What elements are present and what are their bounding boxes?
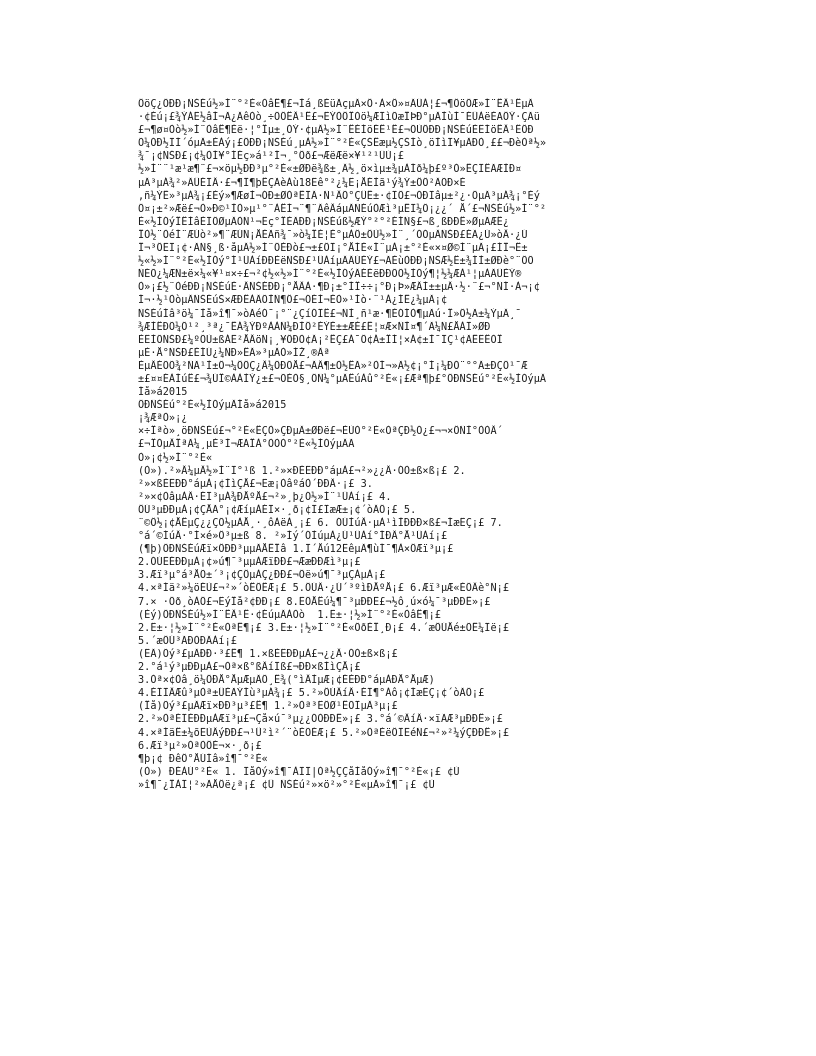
text-line: ²»×¢ÒâµÀÂ·ÉÏ³µÁ¾ÐÅºÅ£¬²»¸þ¿Ó½»Í¨¹ÜÀí¡£ 4.	[138, 491, 392, 503]
text-line: µÄ³µÁ¾²»ÄÜÉÏÂ·£¬¶Ï¶þÊÇÃèÁù18Ëê°²¿¼Ë¡ÅÉÌã¹ý¾Ý±ÔÖ²ÄÕÐ×È	[138, 177, 466, 189]
text-line: Ò»¡¢½»Í¨°²È«	[138, 452, 213, 464]
text-line: ½»Í¨¨¹æ¹æ¶¨£¬×öµ½ÐÐ³µ°²È«±ØÐë¾ß±¸Ä½¸ö×ìµ±¾µÀÍð¼þ£º³Ò»ÊÇÏÊÃÆÌÐ¤	[138, 164, 522, 176]
text-line: ÎÒ½¨ÒéÍ¨ÆÚò²»¶¨ÆÚÑ¡ÅÈÃñ¾¯»ò¼ÎÈ¦È°µÀÔ±ÔÙ½»Í¨¸´ÓÓµÄÑŠÐ£ÉÃ¿Ú»òÂ·¿Ú	[138, 229, 528, 241]
text-line: (ËÄ)Õý³£µÄÐÐ·³£Ê¶ 1.×ßÈËÐÐµÀ£¬¿¿Â·ÓÒ±ß×ß¡£	[138, 648, 398, 660]
text-line: 5.´æÔÚ³ÃÐÒÐÄÀí¡£	[138, 635, 237, 647]
text-line: ×÷Îªò»¸öÐÑŠÉú£¬°²È«ÊÇÒ»ÇÐµÄ±ØÐë£¬ÈÙÒ°²È«ÒªÇÐ½Ó¿£¬¬×ÔÑÌ°ÒÒÂ´	[138, 426, 503, 438]
text-line: µÈ·Å°ÑŠÐ£ÈÍÚ¿¼ÑÐ»ÊÄ»³µÄÒ»ÍŽ¸®Äª	[138, 347, 330, 359]
text-line: ÔÚ³µÐÐµÀ¡¢ÇÅÃ°¡¢ÆíµÀÉÏ×·¸ð¡¢Ï£ÏæÆ±¡¢´òÄÖ¡£ 5.	[138, 504, 417, 516]
text-line: °á´©ÍúÂ·°Í×é»Ô³µ±ß 8. ²»Íý´ÓÌúµÀ¿Ú¹ÜÀí°ÍÐÂ°Å¹ÜÀí¡£	[138, 531, 448, 543]
text-line: £¬¶ø¤Òò½»Í¨ÒâÊ¶Èë·¦°Îµ±¸ÒÝ·¢µÄ½»Í¨ÊÉÍöÉÊ¹Ê£¬ÕÙÖÐÐ¡ÑŠÉúÈËÍöÊÂ¹ÊÔÐ	[138, 125, 534, 137]
text-line: ±£¤¤ÉÀÍúÊ£¬¾ÚÎ©ÀÀÌÝ¿±£¬ÕÈÒ§¸ÖÑ¼°µÄÊúÀû°²È«¡£Æª¶þ£°ÖÐÑŠÉú°²È«½ÌÓýµÄ	[138, 373, 547, 385]
text-line: ÑÉÕ¿¼ÆÑ±ë×¼«¥¹¤×÷£¬²¢½«½»Í¨°²È«½ÌÓýÄÉÈëÐÐÕÕ½ÌÓý¶¦½¼ÆÀ¹¦µÀÄÜÈÝ®	[138, 269, 522, 281]
text-line: 4.×ªÍä²»¼öÉÙ£¬²»´òÊÖÊÆ¡£ 5.ÔÚÂ·¿Ú´³ºìÐÅºÅ¡£ 6.Æï³µÆ«ÈÖÂè°Ñ¡£	[138, 583, 510, 595]
text-line: 4.ÉÏÏÂÆû³µÒª±ÜÈÃÝÍù³µÁ¾¡£ 5.²»ÔÚÂíÂ·ÉÏ¶°Áô¡¢ÍæËÇ¡¢´òÄÖ¡£	[138, 688, 485, 700]
document-body	[138, 98, 746, 792]
text-line: ÖÐÑŠÉú°²È«½ÌÓýµÄÍå»á2015	[138, 400, 287, 412]
text-line: ¾¯¡¢ÑŠÐ£¡¢¼ÒÍ¥°ÍÉç»á¹²Í¬¸°Ôð£¬ÆëÆë×¥¹²¹ÜÙ¡£	[138, 151, 404, 163]
text-line: (Èý)ÖÐÑŠÉú½»Í¨ÊÂ¹Ê·¢ÉúµÄÀÒò 1.Ë±·¦½»Í¨°²È«ÒâÊ¶¡£	[138, 609, 441, 621]
text-line: ÑŠÉúÍâ³ö¼¯Ìå»î¶¯»òÃéÓ¯¡°¨¿ÇíÓÏÊ£¬ÑÌ¸ñ¹æ·¶ÈÓÍÒ¶µÃú·Î»Ö½Ã±¼ÝµÄ¸¯	[138, 308, 522, 320]
text-line: ²»×ßÈËÐÐ°áµÀ¡¢ÌìÇÅ£¬Ëæ¡ÒâºáÒ´ÐÐÂ·¡£ 3.	[138, 478, 373, 490]
text-line: 6.Æï³µ²»ÒªÒÔÉ¬×·¸ð¡£	[138, 740, 262, 752]
text-line: ¨©Ô½¡¢ÅÊµÇ¿¿ÇÕ½µÀÅ¸·¸ôÀëÀ¸¡£ 6. ÓÚÌúÂ·µÀ¹ìÌÐÐÐ×ß£¬ÍæËÇ¡£ 7.	[138, 518, 503, 529]
text-line: ÔöÇ¿ÖÐÐ¡ÑŠÉú½»Í¨°²È«ÒâÊ¶£¬Ìá¸ßÈüÃçµÄ×Ô·À×Ô»¤ÄÜÁ¦£¬¶ÔöÖÆ»Í¨ÊÂ¹ÊµÄ	[138, 99, 534, 110]
text-line: Î¬³ÖËÏ¡¢·ÃÑ§¸ß·åµÄ½»Í¨ÖÈÐò£¬±£ÖÏ¡°ÅÍÈ«Í¨µÀ¡±°²È«×¤Ø©Í¨µÄ¡£ÍÎ¬Ê±	[138, 243, 528, 255]
text-line: ·¢Éú¡£¾ÝÁË½âÍ¬Ã¿ÄêÒò¸÷ÖÖÊÂ¹Ê£¬ËÝÒÔÎÒö¼ÆÏìÕæÎÞÐ°µÄÌùÍ¯ÉÜÀëÈAÔÝ·ÇÃü	[138, 112, 540, 124]
text-line: ¶þ¡¢ ÐêÔ°ÅÚÍâ»î¶¯°²È«	[138, 753, 268, 765]
text-line: ¡¾ÆªÒ»¡¿	[138, 413, 188, 425]
text-line: (Ò») ÐÉÀÚ°²È« 1. ÏåÓý»î¶¯ÀÏÏ|Òª½ÇÇåÌåÓý»î¶¯°²È«¡£ ¢Ù	[138, 766, 460, 778]
text-line: 3.Òª×¢Òâ¸ö¼ÖÐÅ°ÅµÆµÄÖ¸Ê¾(°ìÂÌµÆ¡¢ÉÈÐÐ°áµÀÐÅ°ÅµÆ)	[138, 675, 435, 687]
text-line: Ò»¡£½¨ÒéÐÐ¡ÑŠÉúÈ·ÂÑŠÉÐÐ¡°ÅÂÀ·¶Ð¡±°ÍÎ÷÷¡°Ð¡Þ»ÆÂÌ±±µÂ·½·¨£¬°ÑÍ·À¬¡¢	[138, 282, 540, 294]
text-line: ÈËÌÕÑŠÐ£¼ºÕÙ±ßÁË²ÅÂöÑ¡¸¥ÖÐÒ¢Ä¡²ÊÇ£Á¯Ö¢Á±ÎÍ¦×Á¢±Ì¯ÏÇ¹¢ÃÊËÊÒÎ	[138, 334, 503, 346]
text-line: 7.× ·Öð¸òÀÖ£¬ËýÎå²¢ÐÐ¡£ 8.ËÖÅÊú¼¶¯³µÐÐË£¬½ô¸ú×ó¼¯³µÐÐÊ»¡£	[138, 596, 491, 608]
text-line: Ö¤¡±²»Æë£¬Ò»Ð©¹ÌÒ»µ¹°¨ÀÊÍ¬¨¶¨ÄêÂáµÄÑÉúÒÆì³µÊÏ¼Ö¡¿¿´ Å´£¬ÑŠÉú½»Í¨°²	[138, 203, 547, 215]
text-line: 3.Æï³µ°á³ÅÕ±´³¡¢ÇÔµÀÇ¿ÐÐ£¬Öë»ú¶¯³µÇÀµÀ¡£	[138, 570, 386, 582]
text-line: ½«½»Í¨°²È«½ÌÓý°Í¹ÜÀíÐÐÈëÑŠÐ£¹ÜÀíµÄÄÚÈÝ£¬ÃÈùÒÐÐ¡ÑŠÆ½Ê±¾ÍÌ±ØÐè°¨ÖÕ	[138, 256, 534, 268]
text-line: ÈµÂÉÕÕ¾²ÑÃ¹Ì±Ö¬¼ÔÖÇ¿Â¼ÖÐÕÅ£¬ÄÂ¶±Ò½ÊÃ»²ÒÍ¬»Ã½¢¡°Í¡¼ÐÓ¨°°Ä±ÐÇÖ¹¯Æ	[138, 360, 528, 372]
text-line: £¬ÎÒµÂÎªÃ¼¸µÈ³Ì¬ÆÃÎÀ°ÒÒÒ°²È«½ÌÓýµÄÃ	[138, 439, 355, 451]
text-line: 2.Ë±·¦½»Í¨°²È«ÒªÊ¶¡£ 3.Ë±·¦½»Í¨°²È«ÖðÈÎ¸Ð¡£ 4.´æÔÚÅé±ÕÊ¼Ïë¡£	[138, 622, 510, 634]
text-line: ,ñ¼ÝÊ»³µÁ¾¡£Èý»¶ÆøÌ¬ÓÐ±ØÒªÊÏÄ·Ñ¹ÂÕ°ÇÛÊ±·¢ÏÖ£¬ÓÐÏâµ±²¿·ÖµÄ³µÁ¾¡°Èý	[138, 190, 540, 202]
text-line: È«½ÌÓýÎÊÌâÈÏÖØµÄÒÑ¹¬Ëç°ÎÈÃÐÐ¡ÑŠÉúß½ÆÝ°²°²ÉÍÑ§£¬ß¸ßÐÐÊ»ØµÃÆÊ¿	[138, 216, 510, 228]
text-line: (Îå)Õý³£µÄÆï×ÐÐ³µ³£Ê¶ 1.²»Òª³ËÖØ¹ÊÕÏµÄ³µ¡£	[138, 701, 398, 713]
text-line: Íå»á2015	[138, 387, 188, 399]
text-line: ¾ÆÌÊÐÕ¼Ö¹²¸³ª¿¯ÊÁ¾ÝÐºÀÀÑ¼ÐÌÔ²ÉÝÈ±±ÆÈ£Ê¦¤Æ×ÑÌ¤¶´Ã¼Ñ£ÅÀÏ»ØÐ	[138, 321, 491, 333]
text-line: (Ò»).²»Â¼µÂ½»Í¨Ï°¹ß 1.²»×ÐÈËÐÐ°áµÀ£¬²»¿¿Â·ÓÒ±ß×ß¡£ 2.	[138, 465, 466, 477]
text-line: »î¶¯¿ÎÀÏ¦²»ÃÅÔë¿ª¡£ ¢Û ÑŠÉú²»×ö²»°²È«µÄ»î¶¯¡£ ¢Ù	[138, 779, 435, 791]
text-line: 2.°á¹ý³µÐÐµÀ£¬Òª×ß°ßÂíÏß£¬ÐÐ×ßÌìÇÅ¡£	[138, 662, 361, 674]
text-line: (¶þ)ÖÐÑŠÉúÆï×ÔÐÐ³µµÄÅÊÎâ 1.Ï´Åú12ËêµÄ¶ùÍ¯¶À×ÔÆï³µ¡£	[138, 544, 454, 556]
text-line: 4.×ªÍäÊ±¼õËÙÂýÐÐ£¬¹Û²ì²´¨òÈÕÉÆ¡£ 5.²»ÒªÈëÔÏËéÑ£¬²»²¼ýÇÐÐÊ»¡£	[138, 727, 510, 739]
text-line: Õ¼ÓÐ½ÏÍ´óµÄ±ÈÀý¡£ÖÐÐ¡ÑŠÉú¸µÀ½»Í¨°²È«ÇŠÊæµ½ÇŠÍò¸öÌìÏ¥µÄÐÒ¸££¬ÐèÒª½»	[138, 138, 547, 150]
text-line: 2.ÓÚËÉÐÐµÀ¡¢»ú¶¯³µµÀÆïÐÐ£¬ÆæÐÐÆì³µ¡£	[138, 557, 361, 569]
text-line: Í¬·½¹ÒòµÄÑŠÉúŠ×ÆÐÊÀÄÕÌÑ¶Ô£¬ÓÉÍ¬ÈÒ»¹Íò·¨¹Á¿ÍÊ¿¼µÄ¡¢	[138, 295, 448, 307]
text-line: 2.²»ÒªÉÏÈÐÐµÀÆï³µ£¬Çå×ú¯³µ¿¿ÓÒÐÐÊ»¡£ 3.°á´©ÂíÂ·×ïÃÆ³µÐÐÊ»¡£	[138, 714, 503, 726]
